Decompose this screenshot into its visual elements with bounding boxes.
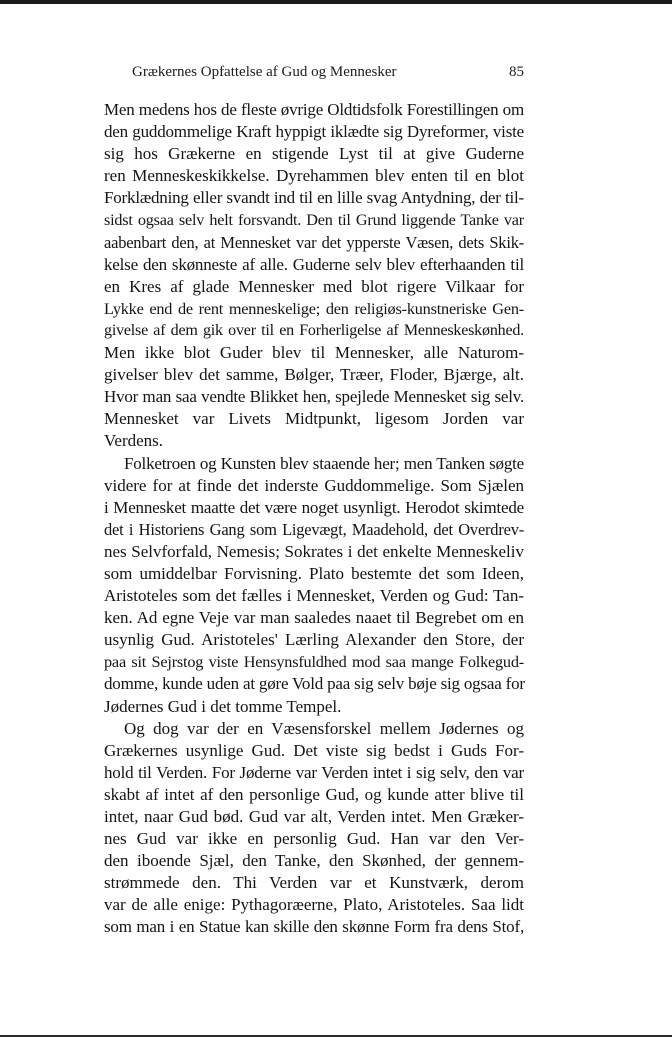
text-line: paa sit Sejrstog viste Hensynsfuldhed mod saa mange Folkegud- (104, 653, 524, 672)
top-edge-rule (0, 0, 672, 4)
text-line: var de alle enige: Pythagoræerne, Plato, Aristoteles. Saa lidt (104, 895, 524, 915)
text-line: ren Menneskeskikkelse. Dyrehammen blev enten til en blot (104, 166, 524, 186)
text-line: Hvor man saa vendte Blikket hen, spejlede Mennesket sig selv. (104, 387, 524, 407)
running-title: Grækernes Opfattelse af Gud og Mennesker (132, 64, 397, 80)
text-line: givelser blev det samme, Bølger, Træer, Floder, Bjærge, alt. (104, 365, 524, 385)
text-line: det i Historiens Gang som Ligevægt, Maadehold, det Overdrev- (104, 519, 524, 539)
text-line: Folketroen og Kunsten blev staaende her; men Tanken søgte (124, 453, 524, 473)
text-line: som man i en Statue kan skille den skønne Form fra dens Stof, (104, 917, 524, 937)
text-line: sidst ogsaa selv helt forsvandt. Den til Grund liggende Tanke var (104, 211, 524, 230)
text-line: Forklædning eller svandt ind til en lille svag Antydning, der til- (104, 188, 524, 208)
text-line: skabt af intet af den personlige Gud, og kunde atter blive til (104, 784, 524, 804)
text-line: sig hos Grækerne en stigende Lyst til at give Guderne (104, 144, 524, 164)
text-line: ken. Ad egne Veje var man saaledes naaet til Begrebet om en (104, 608, 524, 628)
text-line: domme, kunde uden at gøre Vold paa sig selv bøje sig ogsaa for (104, 674, 525, 694)
page-header (104, 64, 524, 84)
body-text (104, 99, 524, 939)
text-line: aabenbart den, at Mennesket var det ypperste Væsen, dets Skik- (104, 232, 524, 252)
text-line: nes Gud var ikke en personlig Gud. Han var den Ver- (104, 829, 524, 849)
page-number: 85 (509, 64, 524, 80)
text-line: givelse af dem gik over til en Forherligelse af Menneskeskønhed. (104, 321, 524, 339)
text-line: Jødernes Gud i det tomme Tempel. (104, 696, 342, 716)
text-line: Mennesket var Livets Midtpunkt, ligesom Jorden var (104, 409, 524, 429)
text-line: Grækernes usynlige Gud. Det viste sig bedst i Guds For- (104, 740, 524, 760)
text-line: Aristoteles som det fælles i Mennesket, Verden og Gud: Tan- (104, 586, 524, 606)
text-line: den iboende Sjæl, den Tanke, den Skønhed, der gennem- (104, 851, 524, 871)
text-line: Lykke end de rent menneskelige; den religiøs-kunstneriske Gen- (104, 299, 524, 318)
text-line: hold til Verden. For Jøderne var Verden intet i sig selv, den var (104, 762, 524, 782)
text-line: Men medens hos de fleste øvrige Oldtidsfolk Forestillingen om (104, 100, 524, 119)
text-line: kelse den skønneste af alle. Guderne selv blev efterhaanden til (104, 254, 524, 274)
text-line: usynlig Gud. Aristoteles' Lærling Alexander den Store, der (104, 630, 524, 650)
text-line: nes Selvforfald, Nemesis; Sokrates i det enkelte Menneskeliv (104, 541, 524, 561)
text-line: som umiddelbar Forvisning. Plato bestemte det som Ideen, (104, 563, 524, 583)
text-line: Men ikke blot Guder blev til Mennesker, alle Naturom- (104, 343, 524, 363)
text-line: videre for at finde det inderste Guddommelige. Som Sjælen (104, 475, 524, 495)
text-line: en Kres af glade Mennesker med blot rigere Vilkaar for (104, 276, 524, 296)
text-line: intet, naar Gud bød. Gud var alt, Verden intet. Men Græker- (104, 807, 524, 826)
text-line: Verdens. (104, 431, 164, 451)
text-line: i Mennesket maatte det være noget usynligt. Herodot skimtede (104, 497, 524, 517)
text-line: Og dog var der en Væsensforskel mellem Jødernes og (124, 718, 524, 738)
text-line: den guddommelige Kraft hyppigt iklædte sig Dyreformer, viste (104, 122, 524, 142)
text-line: strømmede den. Thi Verden var et Kunstværk, derom (104, 873, 524, 893)
